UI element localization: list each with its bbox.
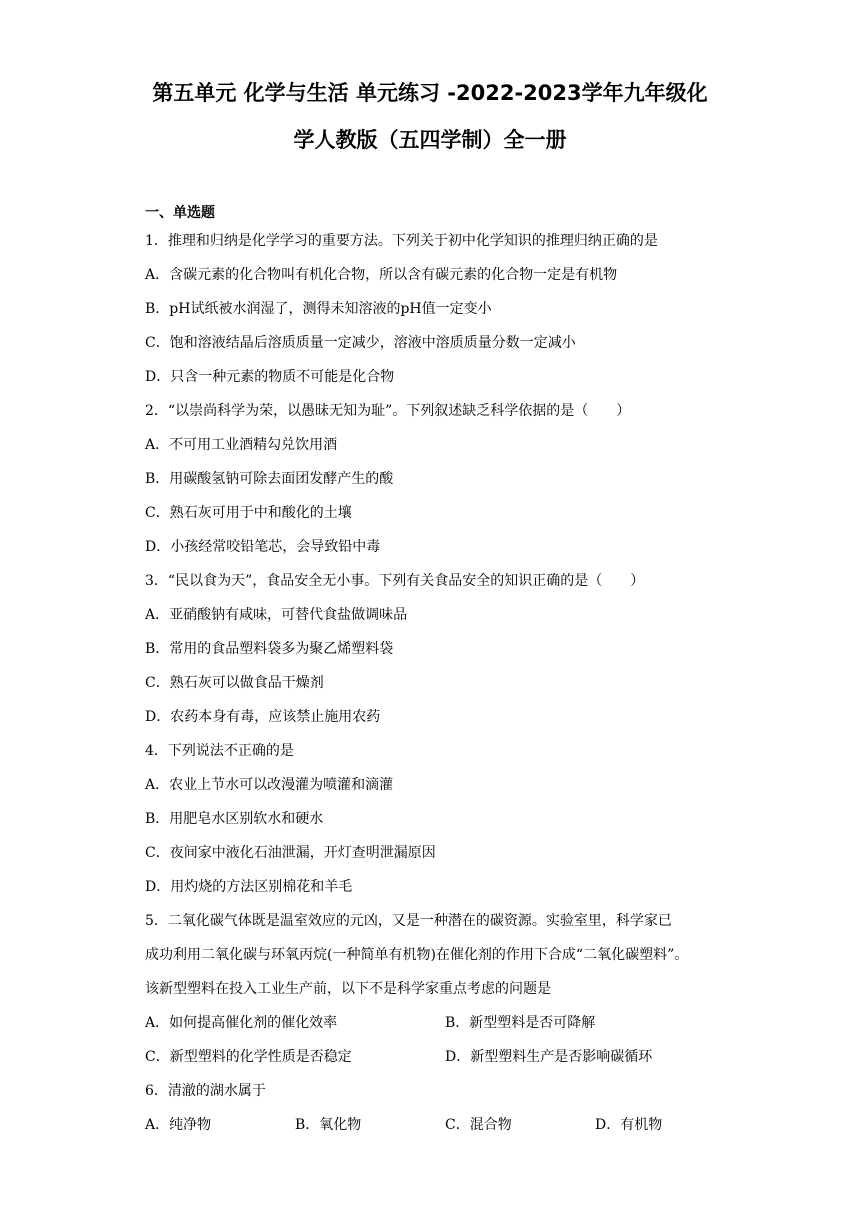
question-6-option-c: C．混合物 <box>445 1117 512 1133</box>
question-3-option-b: B．常用的食品塑料袋多为聚乙烯塑料袋 <box>145 641 394 657</box>
question-3-option-c: C．熟石灰可以做食品干燥剂 <box>145 675 324 691</box>
question-3-option-a: A．亚硝酸钠有咸味，可替代食盐做调味品 <box>145 607 408 623</box>
question-2-option-a: A．不可用工业酒精勾兑饮用酒 <box>145 437 338 453</box>
question-4-option-a: A．农业上节水可以改漫灌为喷灌和滴灌 <box>145 777 394 793</box>
question-6-stem: 6．清澈的湖水属于 <box>145 1083 266 1099</box>
question-6-option-a: A．纯净物 <box>145 1117 212 1133</box>
question-4-option-c: C．夜间家中液化石油泄漏，开灯查明泄漏原因 <box>145 845 436 861</box>
question-4-option-b: B．用肥皂水区别软水和硬水 <box>145 811 324 827</box>
question-6-option-d: D．有机物 <box>595 1117 663 1133</box>
question-1-option-b: B．pH试纸被水润湿了，测得未知溶液的pH值一定变小 <box>145 301 492 317</box>
page-title <box>0 70 860 164</box>
question-5-option-d: D．新型塑料生产是否影响碳循环 <box>445 1049 653 1065</box>
question-list <box>145 224 735 1142</box>
question-1-option-d: D．只含一种元素的物质不可能是化合物 <box>145 369 395 385</box>
question-2-option-b: B．用碳酸氢钠可除去面团发酵产生的酸 <box>145 471 394 487</box>
question-1-stem: 1．推理和归纳是化学学习的重要方法。下列关于初中化学知识的推理归纳正确的是 <box>145 233 658 249</box>
question-2-stem: 2．“以崇尚科学为荣，以愚昧无知为耻”。下列叙述缺乏科学依据的是（ ） <box>145 403 631 419</box>
question-6-option-b: B．氧化物 <box>295 1117 362 1133</box>
question-6-options-row <box>145 1108 735 1142</box>
question-5-stem-line-3: 该新型塑料在投入工业生产前，以下不是科学家重点考虑的问题是 <box>145 981 551 997</box>
question-5-options-row-2 <box>145 1040 735 1074</box>
question-1-option-a: A．含碳元素的化合物叫有机化合物，所以含有碳元素的化合物一定是有机物 <box>145 267 618 283</box>
question-2-option-d: D．小孩经常咬铅笔芯，会导致铅中毒 <box>145 539 381 555</box>
section-heading: 一、单选题 <box>145 205 215 221</box>
question-5-stem-line-2: 成功利用二氧化碳与环氧丙烷(一种简单有机物)在催化剂的作用下合成“二氧化碳塑料”。 <box>145 947 689 963</box>
question-3-option-d: D．农药本身有毒，应该禁止施用农药 <box>145 709 381 725</box>
question-3-stem: 3．“民以食为天”，食品安全无小事。下列有关食品安全的知识正确的是（ ） <box>145 573 645 589</box>
question-5-option-b: B．新型塑料是否可降解 <box>445 1015 596 1031</box>
title-line-1: 第五单元 化学与生活 单元练习 -2022-2023学年九年级化 <box>152 81 708 105</box>
question-4-option-d: D．用灼烧的方法区别棉花和羊毛 <box>145 879 353 895</box>
question-5-option-a: A．如何提高催化剂的催化效率 <box>145 1015 338 1031</box>
question-5-stem-line-1: 5．二氧化碳气体既是温室效应的元凶，又是一种潜在的碳资源。实验室里，科学家已 <box>145 913 672 929</box>
question-1-option-c: C．饱和溶液结晶后溶质质量一定减少，溶液中溶质质量分数一定减小 <box>145 335 576 351</box>
question-2-option-c: C．熟石灰可用于中和酸化的土壤 <box>145 505 352 521</box>
title-line-2: 学人教版（五四学制）全一册 <box>293 128 567 152</box>
question-4-stem: 4．下列说法不正确的是 <box>145 743 294 759</box>
question-5-option-c: C．新型塑料的化学性质是否稳定 <box>145 1049 352 1065</box>
question-5-options-row-1 <box>145 1006 735 1040</box>
